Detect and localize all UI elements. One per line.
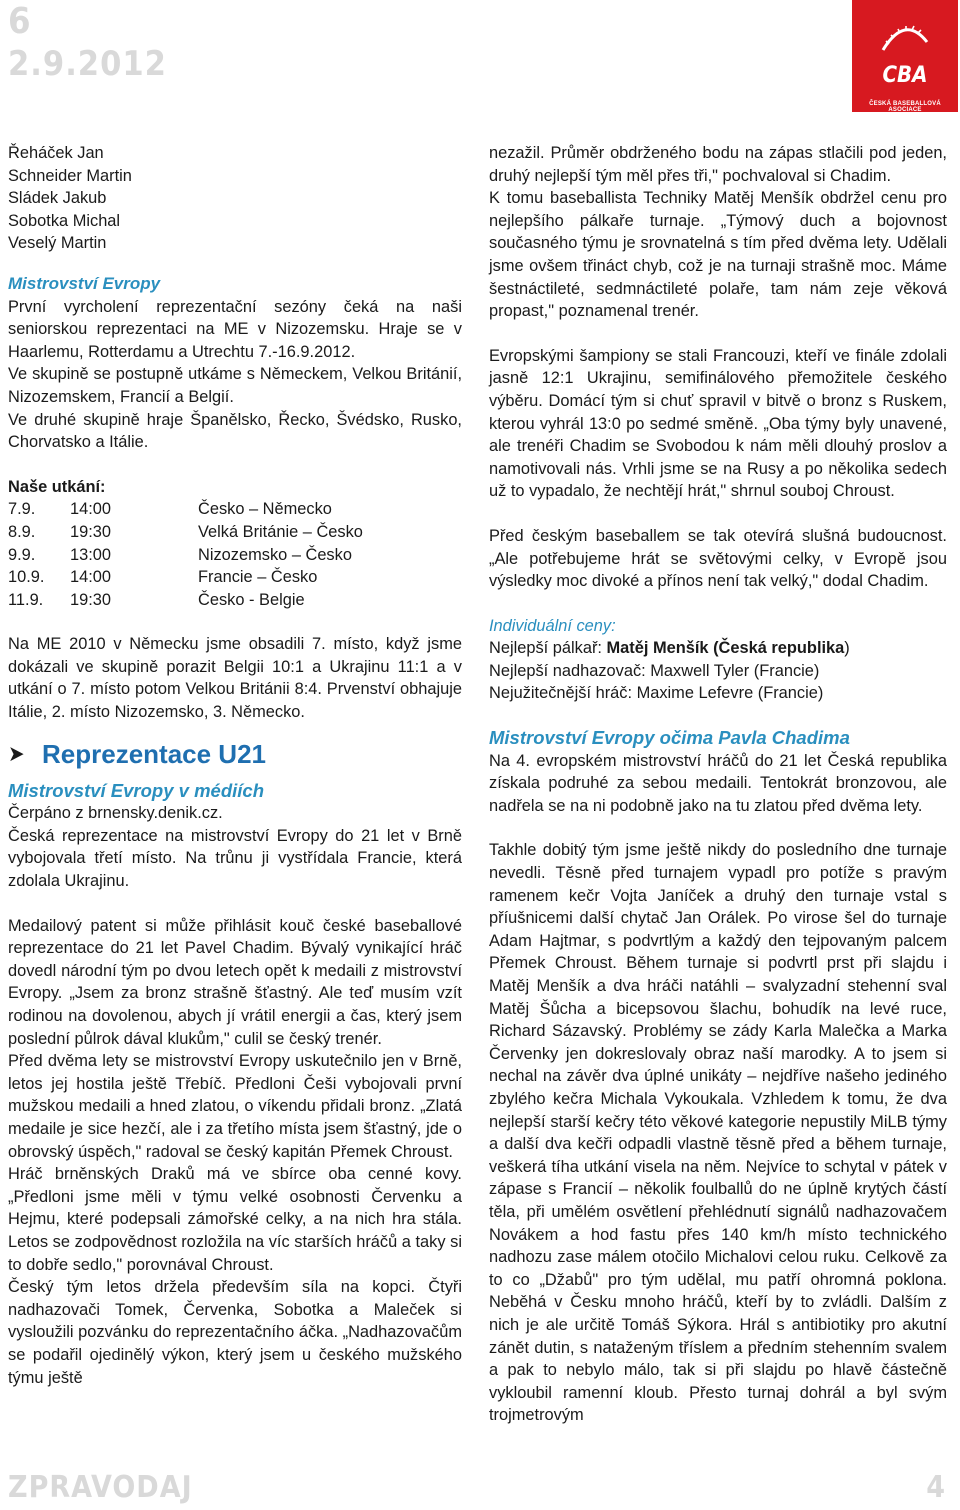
award-label: Nejlepší pálkař: <box>489 639 607 658</box>
fixture-date: 10.9. <box>8 568 45 587</box>
fixture-date: 9.9. <box>8 545 36 564</box>
section-heading-u21 <box>8 734 462 774</box>
fixture-row <box>8 498 462 521</box>
matches-heading: Naše utkání: <box>8 477 106 496</box>
fixture-teams: Česko – Německo <box>198 500 332 519</box>
fixture-teams: Česko - Belgie <box>198 590 305 609</box>
fixture-teams: Nizozemsko – Česko <box>198 545 352 564</box>
paragraph: Takhle dobitý tým jsme ještě nikdy do posledního dne turnaje nevedli. Těsně před turnajem vypadl pro potíže s pravým ramenem kečr Vojta Janíček a druhý den turnaje vstal s příušnicemi další chytač Jan Orálek. Po virose šel do turnaje Adam Hajtmar, s podvrtlým a každý den tejpovaným palcem Přemek Chroust. Během turnaje si podvrtl prst při slajdu i Matěj Menšík a dva hráči natáhli – svalyzadní stehenní sval Matěj Šůcha a bicepsovou šlachu, bohudík na levé ruce, Richard Sázavský. Problémy se zády Karla Malečka a Marka Červenky jen dokreslovaly obraz naší marodky. A to jsem si nechal na závěr dva úplné unikáty – nejdříve našeho jediného zbylého kečra Michala Vykoukala. Vzhledem k tomu, že dva nejlepší starší kečry této věkové kategorie nepustily MiLB týmy a další dva kečři odpadli vlastně těsně před a během turnaje, veškerá tíha utkání visela na něm. Nejvíce to schytal v pátek v zápase s Francií – několik foulballů do ne úplně krytých částí těla, při umělém osvětlení přehlédnutí signálů nadhazovačem Novákem a hod fastu přes 140 km/h místo technického nadhozu zase málem otočilo Michalovi celou ruku. Celkově za to co „Džabů" pro tým udělal, mu patří ohromná poklona. Neběhá v Česku mnoho hráčů, kteří by to zvládli. Dalším z nich je ale určitě Tomáš Sýkora. Hrál s antibiotiky pro akutní zánět dutin, s nataženým tříslem a předním stehenním svalem a pak to nebylo málo, tak si při slajdu po hlavě částečně vykloubil ramenní kloub. Přesto turnaj dohrál a byl svým trojmetrovým <box>489 841 947 1425</box>
fixture-date: 11.9. <box>8 590 44 609</box>
paragraph: Na ME 2010 v Německu jsme obsadili 7. místo, když jsme dokázali ve skupině porazit Belgii 10:1 a Ukrajinu 11:1 a v utkání o 7. místo potom Velkou Británii 8:4. Prvenství obhajuje Itálie, 2. místo Nizozemsko, 3. Německo. <box>8 635 462 722</box>
fixture-row <box>8 521 462 544</box>
fixture-date: 8.9. <box>8 522 36 541</box>
player-name: Schneider Martin <box>8 166 132 185</box>
right-column <box>489 142 947 1427</box>
paragraph: K tomu baseballista Techniky Matěj Menšík obdržel cenu pro nejlepšího pálkaře turnaje. „Týmový duch a bojovnost současného týmu je srovnatelná s tím před dvěma lety. Udělali jsme ovšem třináct chyb, což je na turnaji strašně moc. Máme šestnáctileté, sedmnáctileté polaře, tam nám zeje věková propast," poznamenal trenér. <box>489 189 947 321</box>
page-number: 6 <box>8 1 32 42</box>
paragraph: Před dvěma lety se mistrovství Evropy uskutečnilo jen v Brně, letos jej hostila ještě Třebíč. Předloni Češi vybojovali první mužskou medaili a hned zlatou, o víkendu přidali bronz. „Zlatá medaile je sice hezčí, ale i za třetího místa jsem šťastný, jde o obrovský úspěch," radoval se český kapitán Přemek Chroust. <box>8 1052 462 1161</box>
player-name: Veselý Martin <box>8 234 107 253</box>
fixture-row <box>8 589 462 612</box>
player-name: Řeháček Jan <box>8 144 104 162</box>
paragraph: Česká reprezentace na mistrovství Evropy do 21 let v Brně vybojovala třetí místo. Na trůnu ji vystřídala Francie, která zdolala Ukrajinu. <box>8 826 462 891</box>
left-column <box>8 142 462 1389</box>
award-mvp: Nejužitečnější hráč: Maxime Lefevre (Francie) <box>489 684 824 703</box>
paragraph: Ve skupině se postupně utkáme s Německem, Velkou Británií, Nizozemskem, Francií a Belgií. <box>8 365 462 406</box>
player-name: Sobotka Michal <box>8 211 121 230</box>
fixture-teams: Francie – Česko <box>198 568 318 587</box>
paragraph: Hráč brněnských Draků má ve sbírce oba cenné kovy. „Předloni jsme měli v týmu velké osobnosti Červenku a Hejmu, které podepsali zámořské celky, a na nich hra stála. Letos se zodpovědnost rozložila na víc starších hráčů a taky si to dobře sedlo," porovnával Chroust. <box>8 1165 462 1274</box>
award-tail: ) <box>844 639 850 658</box>
logo-text: CBA <box>882 63 928 88</box>
footer-page-number: 4 <box>926 1470 946 1505</box>
logo-subtitle: ČESKÁ BASEBALLOVÁ ASOCIACE <box>869 101 941 113</box>
fixture-time: 14:00 <box>70 568 112 587</box>
paragraph: Medailový patent si může přihlásit kouč české baseballové reprezentace do 21 let Pavel Chadim. Bývalý vynikající hráč dovedl národní tým po dvou letech opět k medaili z mistrovství Evropy. „Jsem za bronz strašně šťastný. Ale teď musím vzít rodinou na dovolenou, abych jí vrátil energii a čas, který jsem poslední půlrok dával klukům," culil se český trenér. <box>8 916 462 1048</box>
fixture-row <box>8 544 462 567</box>
fixture-list <box>8 498 462 611</box>
heading-me: Mistrovství Evropy <box>8 273 161 293</box>
u21-heading: Reprezentace U21 <box>42 738 266 769</box>
paragraph: První vyrcholení reprezentační sezóny čeká na naši seniorskou reprezentaci na ME v Nizozemsku. Hraje se v Haarlemu, Rotterdamu a Utrechtu 7.-16.9.2012. <box>8 297 462 361</box>
paragraph: Český tým letos držela především síla na kopci. Čtyři nadhazovači Tomek, Červenka, Sobotka a Maleček si vysloužili pozvánku do reprezentačního áčka. „Nadhazovačům se podařil ojedinělý výkon, který jsem u českého mužského týmu ještě <box>8 1278 462 1387</box>
award-winner: Matěj Menšík (Česká republika <box>606 639 845 658</box>
baseball-icon <box>879 20 931 60</box>
paragraph: Evropskými šampiony se stali Francouzi, kteří ve finále zdolali jasně 12:1 Ukrajinu, semifinálového přemožitele českého výběru. Domácí tým si chuť spravil v bitvě o bronz s Ruskem, kterou vyhrál 13:0 po sedmé směně. „Oba týmy byly unavené, ale trenéři Chadim se Svobodou k nám měli dlouhý proslov a namotivovali nás. Vrhli jsme se na Rusy a po několika sedech už to vypadalo, že nechtějí hrát," shrnul souboj Chroust. <box>489 346 947 501</box>
chadim-heading: Mistrovství Evropy očima Pavla Chadima <box>489 727 850 749</box>
player-name: Sládek Jakub <box>8 189 107 208</box>
arrow-bullet-icon: ➤ <box>8 740 25 766</box>
fixture-teams: Velká Británie – Česko <box>198 522 363 541</box>
fixture-date: 7.9. <box>8 500 36 519</box>
player-names <box>8 142 462 255</box>
fixture-time: 13:00 <box>70 545 112 564</box>
fixture-time: 19:30 <box>70 590 112 609</box>
fixture-time: 19:30 <box>70 522 112 541</box>
paragraph: Před českým baseballem se tak otevírá slušná budoucnost. „Ale potřebujeme hrát se světovými celky, v Evropě jsou výsledky moc divoké a přínos není tak velký," dodal Chadim. <box>489 526 947 591</box>
award-best-pitcher: Nejlepší nadhazovač: Maxwell Tyler (Francie) <box>489 661 820 680</box>
award-best-batter <box>489 637 947 660</box>
media-heading: Mistrovství Evropy v médiích <box>8 779 265 801</box>
cba-logo <box>852 0 958 112</box>
awards-heading: Individuální ceny: <box>489 616 616 635</box>
source-line: Čerpáno z brnensky.denik.cz. <box>8 804 223 823</box>
paragraph: Na 4. evropském mistrovství hráčů do 21 let Česká republika získala podruhé za sebou medaili. Tentokrát bronzovou, ale nadřela se na ni podobně jako na tu zlatou před dvěma lety. <box>489 751 947 815</box>
fixture-time: 14:00 <box>70 500 112 519</box>
paragraph: nezažil. Průměr obdrženého bodu na zápas stlačili pod jeden, druhý nejlepší tým měl přes tři," pochvaloval si Chadim. <box>489 144 947 185</box>
footer-title: ZPRAVODAJ <box>8 1470 193 1505</box>
fixture-row <box>8 566 462 589</box>
paragraph: Ve druhé skupině hraje Španělsko, Řecko, Švédsko, Rusko, Chorvatsko a Itálie. <box>8 410 462 452</box>
issue-date: 2.9.2012 <box>8 44 167 84</box>
